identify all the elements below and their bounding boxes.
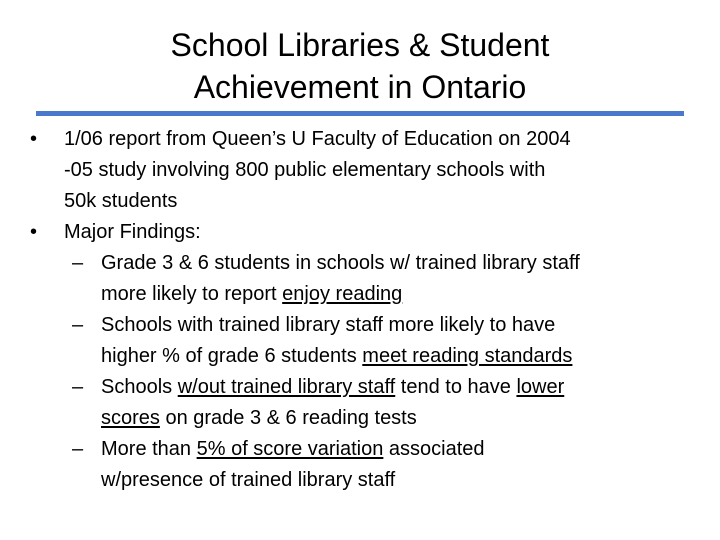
finding-text: associated <box>383 438 485 460</box>
dash-marker: – <box>72 314 84 336</box>
finding-text: More than <box>101 438 197 460</box>
bullet-major-findings <box>0 217 704 248</box>
finding-lower-scores <box>0 372 686 434</box>
underlined-phrase: w/out trained library staff <box>177 376 396 398</box>
underlined-phrase: enjoy reading <box>282 283 403 305</box>
finding-text: higher % of grade 6 students <box>101 345 363 367</box>
underlined-phrase: 5% of score variation <box>196 438 384 460</box>
finding-score-variation <box>0 434 686 496</box>
title-line-1: School Libraries & Student <box>170 27 550 63</box>
finding-reading-standards <box>0 310 686 372</box>
bullet-marker: • <box>30 128 38 150</box>
dash-marker: – <box>72 376 84 398</box>
underlined-phrase: lower <box>516 376 565 398</box>
finding-text-line: w/presence of trained library staff <box>101 469 396 491</box>
bullet-text-line: 50k students <box>64 190 178 212</box>
finding-text-line: Schools with trained library staff more likely to have <box>101 314 556 336</box>
underlined-phrase: scores <box>101 407 160 429</box>
dash-marker: – <box>72 438 84 460</box>
finding-text: tend to have <box>395 376 517 398</box>
bullet-text-line: Major Findings: <box>64 221 201 243</box>
title-line-2: Achievement in Ontario <box>193 69 527 105</box>
finding-text-line <box>101 372 686 403</box>
dash-marker: – <box>72 252 84 274</box>
slide-body <box>0 124 720 496</box>
finding-text: Schools <box>101 376 178 398</box>
finding-text-line <box>101 341 686 372</box>
finding-text-line <box>101 434 686 465</box>
finding-text-line: Grade 3 & 6 students in schools w/ trained library staff <box>101 252 580 274</box>
underlined-phrase: meet reading standards <box>362 345 573 367</box>
bullet-text-line: -05 study involving 800 public elementary schools with <box>64 159 546 181</box>
finding-enjoy-reading <box>0 248 686 310</box>
slide-title <box>0 24 720 108</box>
finding-text: on grade 3 & 6 reading tests <box>159 407 417 429</box>
bullet-text-line: 1/06 report from Queen’s U Faculty of Education on 2004 <box>64 128 571 150</box>
bullet-report <box>0 124 704 217</box>
finding-text-line <box>101 279 686 310</box>
finding-text-line <box>101 403 686 434</box>
bullet-marker: • <box>30 221 38 243</box>
finding-text: more likely to report <box>101 283 283 305</box>
title-divider <box>36 111 684 116</box>
